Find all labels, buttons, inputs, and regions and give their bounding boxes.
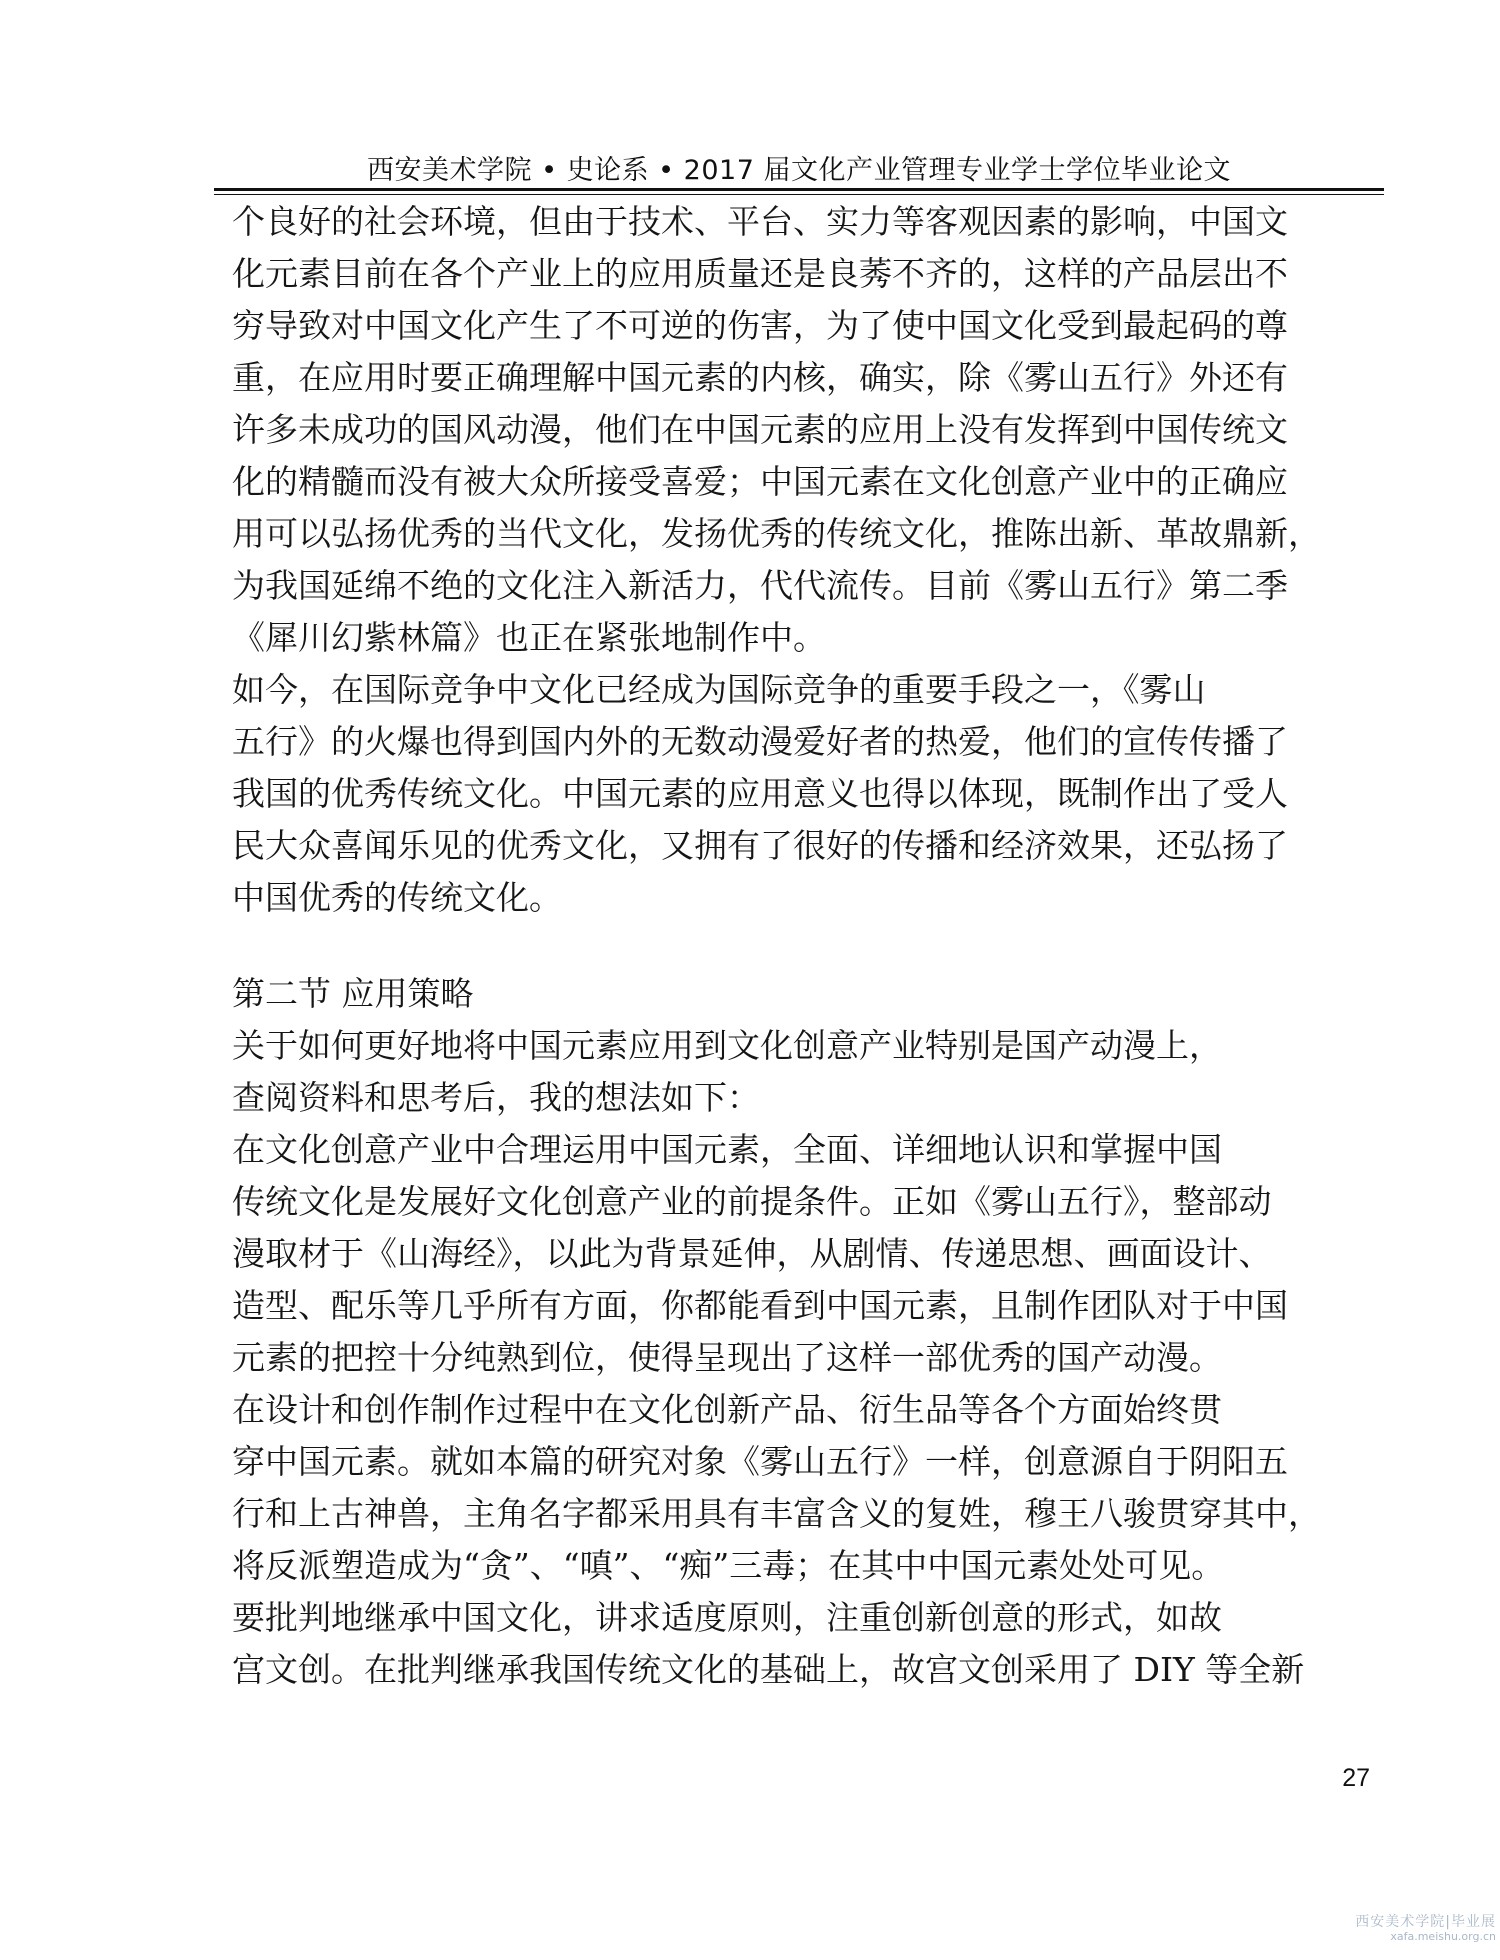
text-line: 化元素目前在各个产业上的应用质量还是良莠不齐的，这样的产品层出不	[232, 254, 1288, 293]
body-text	[232, 196, 1367, 1696]
text-line: 穿中国元素。就如本篇的研究对象《雾山五行》一样，创意源自于阴阳五	[232, 1442, 1288, 1481]
text-line: 漫取材于《山海经》，以此为背景延伸，从剧情、传递思想、画面设计、	[232, 1234, 1272, 1273]
section-title: 第二节 应用策略	[232, 974, 474, 1013]
text-line: 为我国延绵不绝的文化注入新活力，代代流传。目前《雾山五行》第二季	[232, 566, 1288, 605]
text-line: 行和上古神兽，主角名字都采用具有丰富含义的复姓，穆王八骏贯穿其中，	[232, 1494, 1321, 1533]
watermark	[1316, 1914, 1496, 1944]
text-line: 元素的把控十分纯熟到位，使得呈现出了这样一部优秀的国产动漫。	[232, 1338, 1222, 1377]
text-line: 用可以弘扬优秀的当代文化，发扬优秀的传统文化，推陈出新、革故鼎新，	[232, 514, 1321, 553]
text-line: 化的精髓而没有被大众所接受喜爱；中国元素在文化创意产业中的正确应	[232, 462, 1288, 501]
text-line: 个良好的社会环境，但由于技术、平台、实力等客观因素的影响，中国文	[232, 202, 1288, 241]
text-line: 宫文创。在批判继承我国传统文化的基础上，故宫文创采用了 DIY 等全新	[232, 1650, 1305, 1689]
text-line: 民大众喜闻乐见的优秀文化，又拥有了很好的传播和经济效果，还弘扬了	[232, 826, 1288, 865]
text-line: 要批判地继承中国文化，讲求适度原则，注重创新创意的形式，如故	[232, 1598, 1222, 1637]
watermark-url: xafa.meishu.org.cn	[1390, 1930, 1496, 1943]
header-rule-thin	[214, 194, 1384, 195]
text-line: 许多未成功的国风动漫，他们在中国元素的应用上没有发挥到中国传统文	[232, 410, 1288, 449]
text-line: 将反派塑造成为“贪”、“嗔”、“痴”三毒；在其中中国元素处处可见。	[232, 1546, 1225, 1585]
text-line: 在设计和创作制作过程中在文化创新产品、衍生品等各个方面始终贯	[232, 1390, 1222, 1429]
text-line: 造型、配乐等几乎所有方面，你都能看到中国元素，且制作团队对于中国	[232, 1286, 1288, 1325]
running-header: 西安美术学院 • 史论系 • 2017 届文化产业管理专业学士学位毕业论文	[367, 155, 1231, 186]
text-line: 传统文化是发展好文化创意产业的前提条件。正如《雾山五行》，整部动	[232, 1182, 1272, 1221]
text-line: 查阅资料和思考后，我的想法如下：	[232, 1078, 760, 1117]
text-line: 如今，在国际竞争中文化已经成为国际竞争的重要手段之一，《雾山	[232, 670, 1206, 709]
text-line: 关于如何更好地将中国元素应用到文化创意产业特别是国产动漫上，	[232, 1026, 1222, 1065]
text-line: 穷导致对中国文化产生了不可逆的伤害，为了使中国文化受到最起码的尊	[232, 306, 1288, 345]
watermark-title: 西安美术学院|毕业展	[1355, 1914, 1496, 1930]
header-rule-thick	[214, 188, 1384, 191]
text-line: 中国优秀的传统文化。	[232, 878, 562, 917]
paragraph-gap	[232, 924, 1367, 968]
text-line: 《犀川幻紫林篇》也正在紧张地制作中。	[232, 618, 826, 657]
text-line: 重，在应用时要正确理解中国元素的内核，确实，除《雾山五行》外还有	[232, 358, 1288, 397]
text-line: 五行》的火爆也得到国内外的无数动漫爱好者的热爱，他们的宣传传播了	[232, 722, 1288, 761]
page-number: 27	[1342, 1764, 1370, 1792]
text-line: 在文化创意产业中合理运用中国元素，全面、详细地认识和掌握中国	[232, 1130, 1222, 1169]
text-line: 我国的优秀传统文化。中国元素的应用意义也得以体现，既制作出了受人	[232, 774, 1288, 813]
